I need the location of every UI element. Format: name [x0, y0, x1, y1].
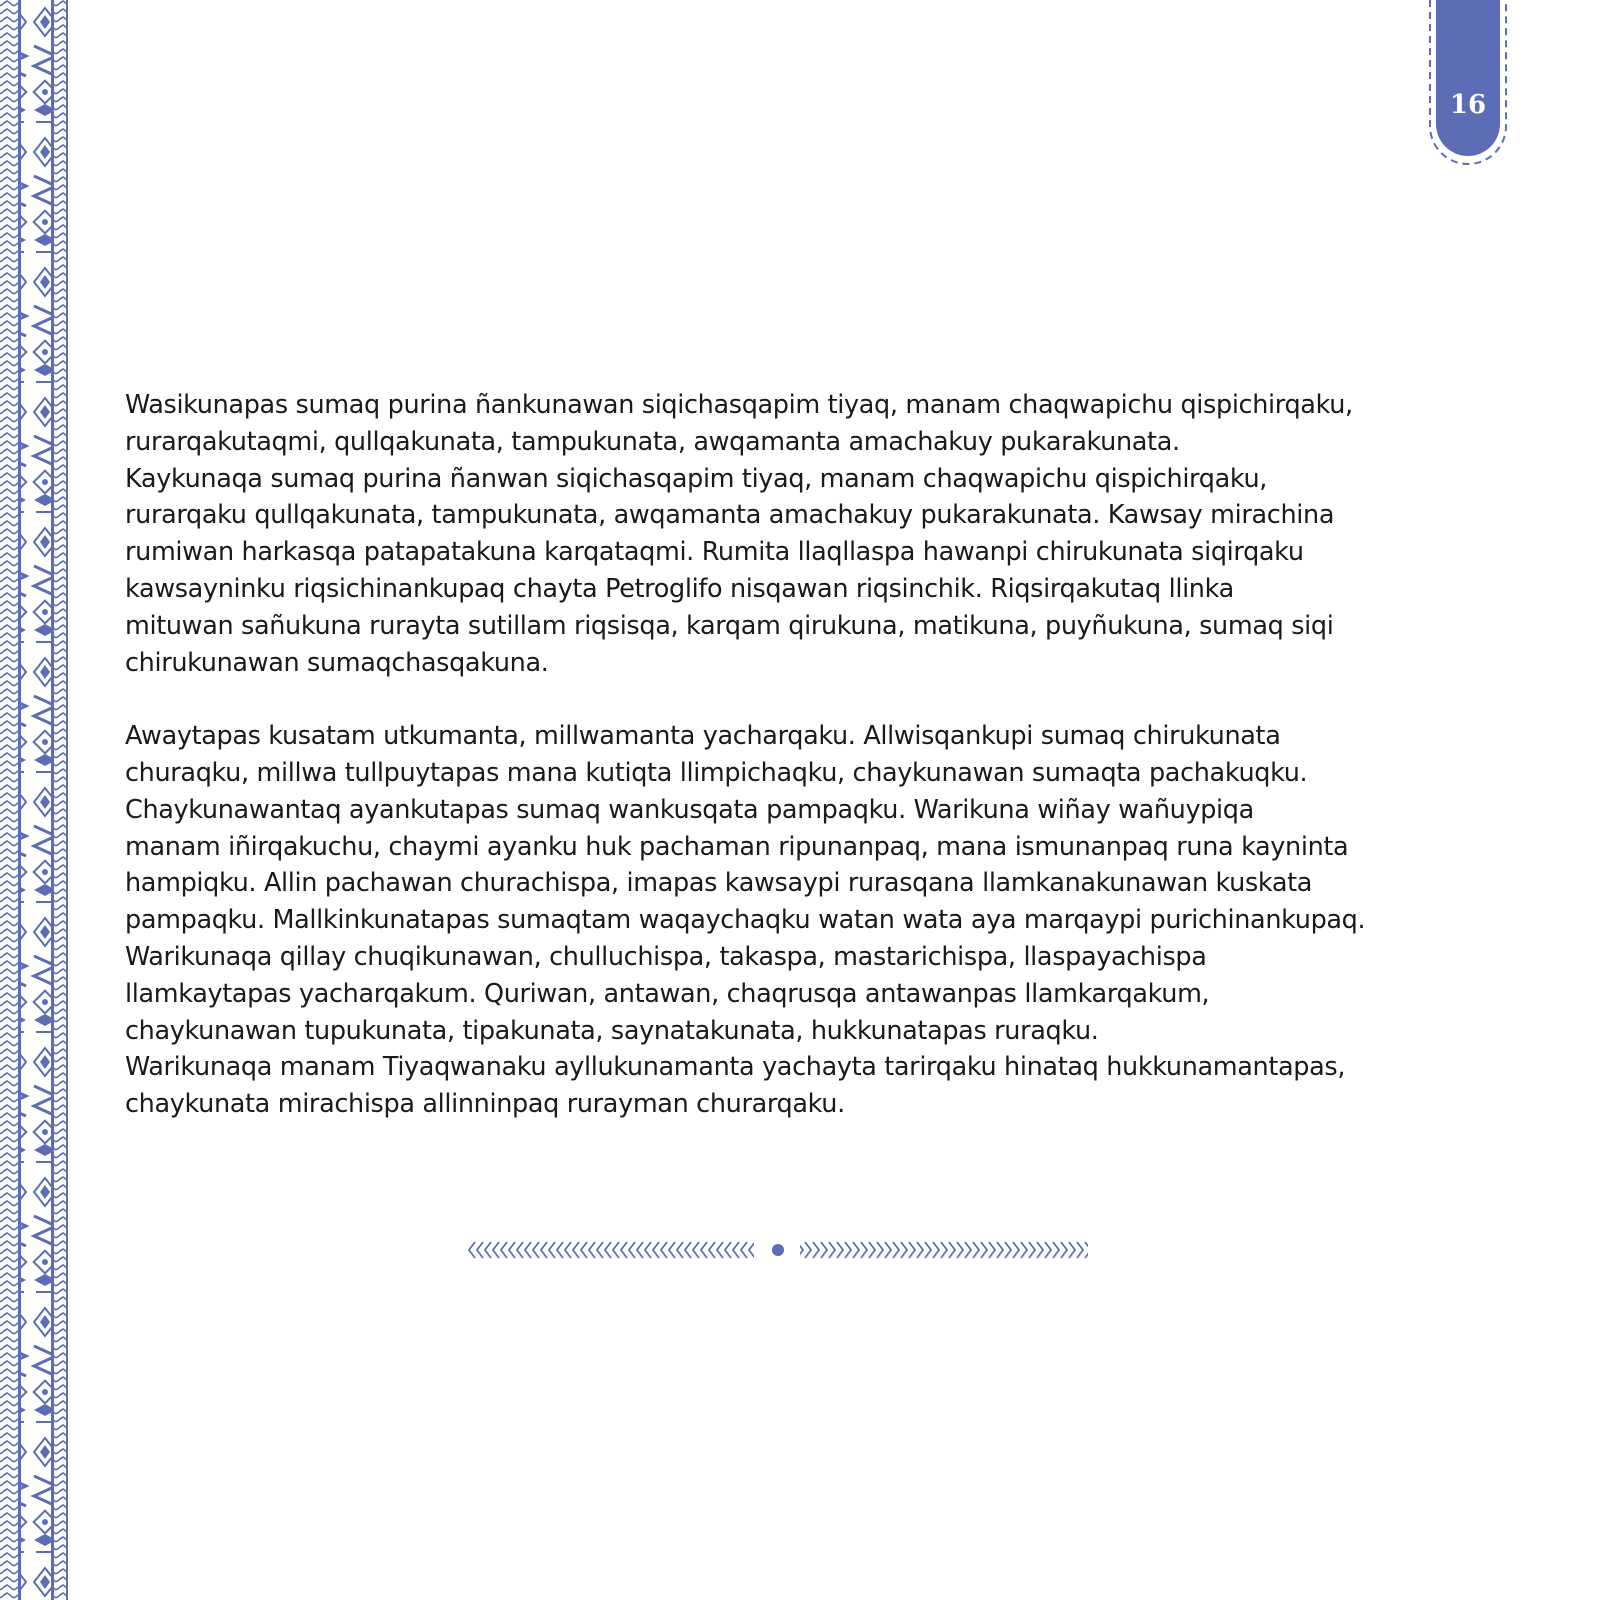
text-line: llamkaytapas yacharqakum. Quriwan, antawan, chaqrusqa antawanpas llamkarqakum, — [125, 978, 1210, 1009]
text-line: rurarqaku qullqakunata, tampukunata, awqamanta amachakuy pukarakunata. Kawsay mirachina — [125, 500, 1335, 531]
text-line: Warikunaqa manam Tiyaqwanaku ayllukunamanta yachayta tarirqaku hinataq hukkunamantapas, — [125, 1052, 1346, 1083]
text-line: Wasikunapas sumaq purina ñankunawan siqichasqapim tiyaq, manam chaqwapichu qispichirqaku, — [125, 390, 1353, 420]
text-line: rurarqakutaqmi, qullqakunata, tampukunata, awqamanta amachakuy pukarakunata. — [125, 426, 1180, 457]
page-number-tab — [1424, 0, 1512, 170]
text-line: chaykunawan tupukunata, tipakunata, saynatakunata, hukkunatapas ruraqku. — [125, 1015, 1099, 1046]
text-line: pampaqku. Mallkinkunatapas sumaqtam waqaychaqku watan wata aya marqaypi purichinankupaq. — [125, 905, 1366, 936]
text-line: Chaykunawantaq ayankutapas sumaq wankusqata pampaqku. Warikuna wiñay wañuypiqa — [125, 794, 1254, 825]
text-line: mituwan sañukuna rurayta sutillam riqsisqa, karqam qirukuna, matikuna, puyñukuna, sumaq siqi — [125, 610, 1334, 641]
text-line: rumiwan harkasqa patapatakuna karqataqmi. Rumita llaqllaspa hawanpi chirukunata siqirqaku — [125, 537, 1304, 568]
text-line: hampiqku. Allin pachawan churachispa, imapas kawsaypi rurasqana llamkanakunawan kuskata — [125, 868, 1313, 899]
text-line: manam iñirqakuchu, chaymi ayanku huk pachaman ripunanpaq, mana ismunanpaq runa kayninta — [125, 831, 1349, 862]
paragraph — [125, 387, 1565, 681]
text-line: Kaykunaqa sumaq purina ñanwan siqichasqapim tiyaq, manam chaqwapichu qispichirqaku, — [125, 463, 1268, 494]
chevron-divider — [468, 1236, 1088, 1264]
decorative-woven-border — [0, 0, 68, 1600]
text-line: Warikunaqa qillay chuqikunawan, chulluchispa, takaspa, mastarichispa, llaspayachispa — [125, 941, 1207, 972]
text-line: kawsayninku riqsichinankupaq chayta Petroglifo nisqawan riqsinchik. Riqsirqakutaq llinka — [125, 573, 1234, 604]
paragraph — [125, 718, 1565, 1123]
text-line: churaqku, millwa tullpuytapas mana kutiqta llimpichaqku, chaykunawan sumaqta pachakuqku. — [125, 757, 1308, 788]
text-line: chaykunata mirachispa allinninpaq rurayman churarqaku. — [125, 1089, 845, 1120]
right-chevron-row — [800, 1236, 1088, 1264]
divider-dot — [772, 1244, 784, 1256]
text-line: chirukunawan sumaqchasqakuna. — [125, 647, 549, 678]
page-number: 16 — [1449, 90, 1487, 120]
body-text — [125, 387, 1565, 1123]
text-line: Awaytapas kusatam utkumanta, millwamanta yacharqaku. Allwisqankupi sumaq chirukunata — [125, 721, 1281, 752]
left-chevron-row — [468, 1236, 754, 1264]
